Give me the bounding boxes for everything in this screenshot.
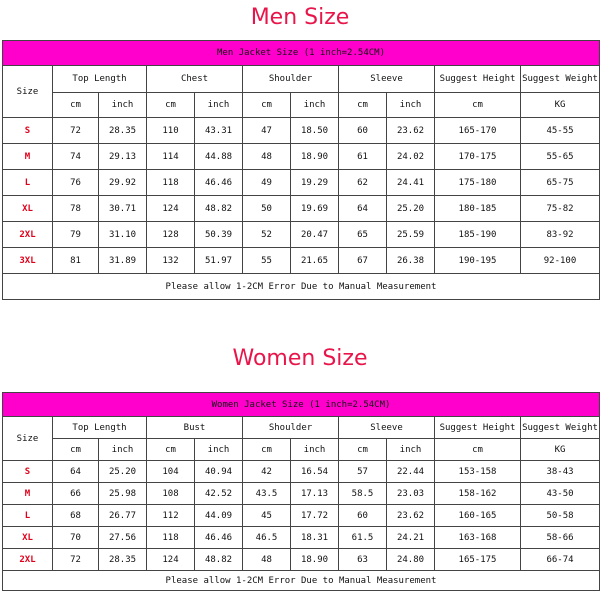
- table-cell: 47: [243, 118, 291, 144]
- table-cell: 20.47: [291, 222, 339, 248]
- table-cell: 165-175: [435, 549, 521, 571]
- size-label: S: [3, 461, 53, 483]
- table-row: [3, 144, 600, 170]
- table-cell: 55-65: [521, 144, 600, 170]
- size-label: 2XL: [3, 549, 53, 571]
- table-cell: 61: [339, 144, 387, 170]
- table-cell: 55: [243, 248, 291, 274]
- table-cell: 29.13: [99, 144, 147, 170]
- table-cell: 46.46: [195, 527, 243, 549]
- table-cell: 19.29: [291, 170, 339, 196]
- women-size-title: Women Size: [232, 346, 368, 371]
- table-cell: 22.44: [387, 461, 435, 483]
- table-cell: 52: [243, 222, 291, 248]
- men-table-caption: Men Jacket Size (1 inch=2.54CM): [3, 41, 600, 66]
- table-cell: 23.62: [387, 118, 435, 144]
- table-cell: 43.5: [243, 483, 291, 505]
- table-cell: 29.92: [99, 170, 147, 196]
- unit-header: cm: [435, 439, 521, 461]
- men-size-title: Men Size: [250, 5, 350, 30]
- table-cell: 66: [53, 483, 99, 505]
- table-row: [3, 170, 600, 196]
- table-cell: 25.59: [387, 222, 435, 248]
- table-cell: 58-66: [521, 527, 600, 549]
- table-cell: 48.82: [195, 549, 243, 571]
- group-header: Shoulder: [243, 417, 339, 439]
- men-size-table: [2, 40, 600, 300]
- unit-header: cm: [147, 439, 195, 461]
- table-cell: 25.20: [99, 461, 147, 483]
- table-cell: 21.65: [291, 248, 339, 274]
- table-cell: 63: [339, 549, 387, 571]
- table-cell: 64: [339, 196, 387, 222]
- men-caption-row: [3, 41, 600, 66]
- unit-header: inch: [291, 439, 339, 461]
- table-cell: 68: [53, 505, 99, 527]
- table-cell: 26.77: [99, 505, 147, 527]
- table-cell: 18.31: [291, 527, 339, 549]
- table-row: [3, 549, 600, 571]
- unit-header: cm: [339, 93, 387, 118]
- table-cell: 50.39: [195, 222, 243, 248]
- table-row: [3, 248, 600, 274]
- group-header: Sleeve: [339, 417, 435, 439]
- table-cell: 23.62: [387, 505, 435, 527]
- size-label: M: [3, 483, 53, 505]
- men-group-header-row: [3, 66, 600, 93]
- table-cell: 49: [243, 170, 291, 196]
- table-cell: 48: [243, 144, 291, 170]
- table-cell: 190-195: [435, 248, 521, 274]
- table-row: [3, 461, 600, 483]
- table-cell: 75-82: [521, 196, 600, 222]
- unit-header: cm: [243, 439, 291, 461]
- table-cell: 46.5: [243, 527, 291, 549]
- table-row: [3, 118, 600, 144]
- table-cell: 78: [53, 196, 99, 222]
- table-cell: 24.02: [387, 144, 435, 170]
- table-cell: 26.38: [387, 248, 435, 274]
- size-label: XL: [3, 527, 53, 549]
- women-note-row: [3, 571, 600, 591]
- table-cell: 67: [339, 248, 387, 274]
- table-cell: 61.5: [339, 527, 387, 549]
- table-cell: 114: [147, 144, 195, 170]
- unit-header: inch: [195, 93, 243, 118]
- table-cell: 48.82: [195, 196, 243, 222]
- table-cell: 124: [147, 549, 195, 571]
- group-header: Top Length: [53, 417, 147, 439]
- unit-header: KG: [521, 439, 600, 461]
- table-cell: 28.35: [99, 118, 147, 144]
- group-header: Suggest Height: [435, 66, 521, 93]
- unit-header: cm: [53, 439, 99, 461]
- table-cell: 57: [339, 461, 387, 483]
- table-cell: 24.80: [387, 549, 435, 571]
- table-cell: 50: [243, 196, 291, 222]
- table-cell: 118: [147, 170, 195, 196]
- table-cell: 83-92: [521, 222, 600, 248]
- women-table-caption: Women Jacket Size (1 inch=2.54CM): [3, 393, 600, 417]
- table-cell: 92-100: [521, 248, 600, 274]
- table-cell: 108: [147, 483, 195, 505]
- unit-header: inch: [387, 439, 435, 461]
- table-cell: 43.31: [195, 118, 243, 144]
- table-cell: 24.41: [387, 170, 435, 196]
- group-header: Top Length: [53, 66, 147, 93]
- unit-header: cm: [243, 93, 291, 118]
- unit-header: inch: [291, 93, 339, 118]
- table-cell: 153-158: [435, 461, 521, 483]
- group-header: Sleeve: [339, 66, 435, 93]
- women-group-header-row: [3, 417, 600, 439]
- table-cell: 65-75: [521, 170, 600, 196]
- table-cell: 25.20: [387, 196, 435, 222]
- size-column-header: Size: [3, 66, 53, 118]
- unit-header: inch: [387, 93, 435, 118]
- table-cell: 50-58: [521, 505, 600, 527]
- table-cell: 27.56: [99, 527, 147, 549]
- table-cell: 30.71: [99, 196, 147, 222]
- men-unit-header-row: [3, 93, 600, 118]
- table-cell: 48: [243, 549, 291, 571]
- table-cell: 28.35: [99, 549, 147, 571]
- table-row: [3, 527, 600, 549]
- table-cell: 70: [53, 527, 99, 549]
- women-caption-row: [3, 393, 600, 417]
- unit-header: cm: [339, 439, 387, 461]
- table-cell: 18.50: [291, 118, 339, 144]
- group-header: Chest: [147, 66, 243, 93]
- group-header: Suggest Weight: [521, 417, 600, 439]
- table-cell: 65: [339, 222, 387, 248]
- size-label: M: [3, 144, 53, 170]
- table-cell: 76: [53, 170, 99, 196]
- table-cell: 17.13: [291, 483, 339, 505]
- table-cell: 124: [147, 196, 195, 222]
- table-cell: 79: [53, 222, 99, 248]
- table-row: [3, 222, 600, 248]
- table-cell: 42: [243, 461, 291, 483]
- table-cell: 60: [339, 118, 387, 144]
- table-cell: 25.98: [99, 483, 147, 505]
- table-cell: 40.94: [195, 461, 243, 483]
- table-cell: 44.88: [195, 144, 243, 170]
- table-cell: 45: [243, 505, 291, 527]
- table-cell: 165-170: [435, 118, 521, 144]
- table-cell: 43-50: [521, 483, 600, 505]
- table-cell: 31.89: [99, 248, 147, 274]
- table-cell: 110: [147, 118, 195, 144]
- size-label: XL: [3, 196, 53, 222]
- table-cell: 64: [53, 461, 99, 483]
- unit-header: cm: [147, 93, 195, 118]
- table-cell: 163-168: [435, 527, 521, 549]
- size-label: S: [3, 118, 53, 144]
- table-cell: 160-165: [435, 505, 521, 527]
- size-label: 2XL: [3, 222, 53, 248]
- table-cell: 18.90: [291, 549, 339, 571]
- unit-header: inch: [99, 93, 147, 118]
- size-label: L: [3, 505, 53, 527]
- table-cell: 66-74: [521, 549, 600, 571]
- women-unit-header-row: [3, 439, 600, 461]
- table-cell: 81: [53, 248, 99, 274]
- table-cell: 62: [339, 170, 387, 196]
- table-cell: 51.97: [195, 248, 243, 274]
- men-note-row: [3, 274, 600, 300]
- unit-header: KG: [521, 93, 600, 118]
- table-cell: 60: [339, 505, 387, 527]
- table-cell: 74: [53, 144, 99, 170]
- table-row: [3, 483, 600, 505]
- table-cell: 72: [53, 549, 99, 571]
- table-cell: 128: [147, 222, 195, 248]
- table-cell: 46.46: [195, 170, 243, 196]
- size-label: L: [3, 170, 53, 196]
- table-cell: 118: [147, 527, 195, 549]
- table-cell: 112: [147, 505, 195, 527]
- table-cell: 18.90: [291, 144, 339, 170]
- table-cell: 45-55: [521, 118, 600, 144]
- table-cell: 23.03: [387, 483, 435, 505]
- group-header: Suggest Height: [435, 417, 521, 439]
- table-cell: 17.72: [291, 505, 339, 527]
- unit-header: cm: [53, 93, 99, 118]
- table-cell: 185-190: [435, 222, 521, 248]
- unit-header: inch: [195, 439, 243, 461]
- unit-header: cm: [435, 93, 521, 118]
- table-cell: 132: [147, 248, 195, 274]
- group-header: Bust: [147, 417, 243, 439]
- table-cell: 42.52: [195, 483, 243, 505]
- table-cell: 19.69: [291, 196, 339, 222]
- size-column-header: Size: [3, 417, 53, 461]
- measurement-note: Please allow 1-2CM Error Due to Manual Measurement: [3, 274, 600, 300]
- table-cell: 31.10: [99, 222, 147, 248]
- table-row: [3, 505, 600, 527]
- table-row: [3, 196, 600, 222]
- table-cell: 170-175: [435, 144, 521, 170]
- table-cell: 38-43: [521, 461, 600, 483]
- table-cell: 44.09: [195, 505, 243, 527]
- table-cell: 180-185: [435, 196, 521, 222]
- table-cell: 16.54: [291, 461, 339, 483]
- measurement-note: Please allow 1-2CM Error Due to Manual Measurement: [3, 571, 600, 591]
- table-cell: 104: [147, 461, 195, 483]
- women-size-table: [2, 392, 600, 591]
- group-header: Shoulder: [243, 66, 339, 93]
- table-cell: 58.5: [339, 483, 387, 505]
- table-cell: 158-162: [435, 483, 521, 505]
- unit-header: inch: [99, 439, 147, 461]
- group-header: Suggest Weight: [521, 66, 600, 93]
- size-label: 3XL: [3, 248, 53, 274]
- table-cell: 24.21: [387, 527, 435, 549]
- table-cell: 175-180: [435, 170, 521, 196]
- table-cell: 72: [53, 118, 99, 144]
